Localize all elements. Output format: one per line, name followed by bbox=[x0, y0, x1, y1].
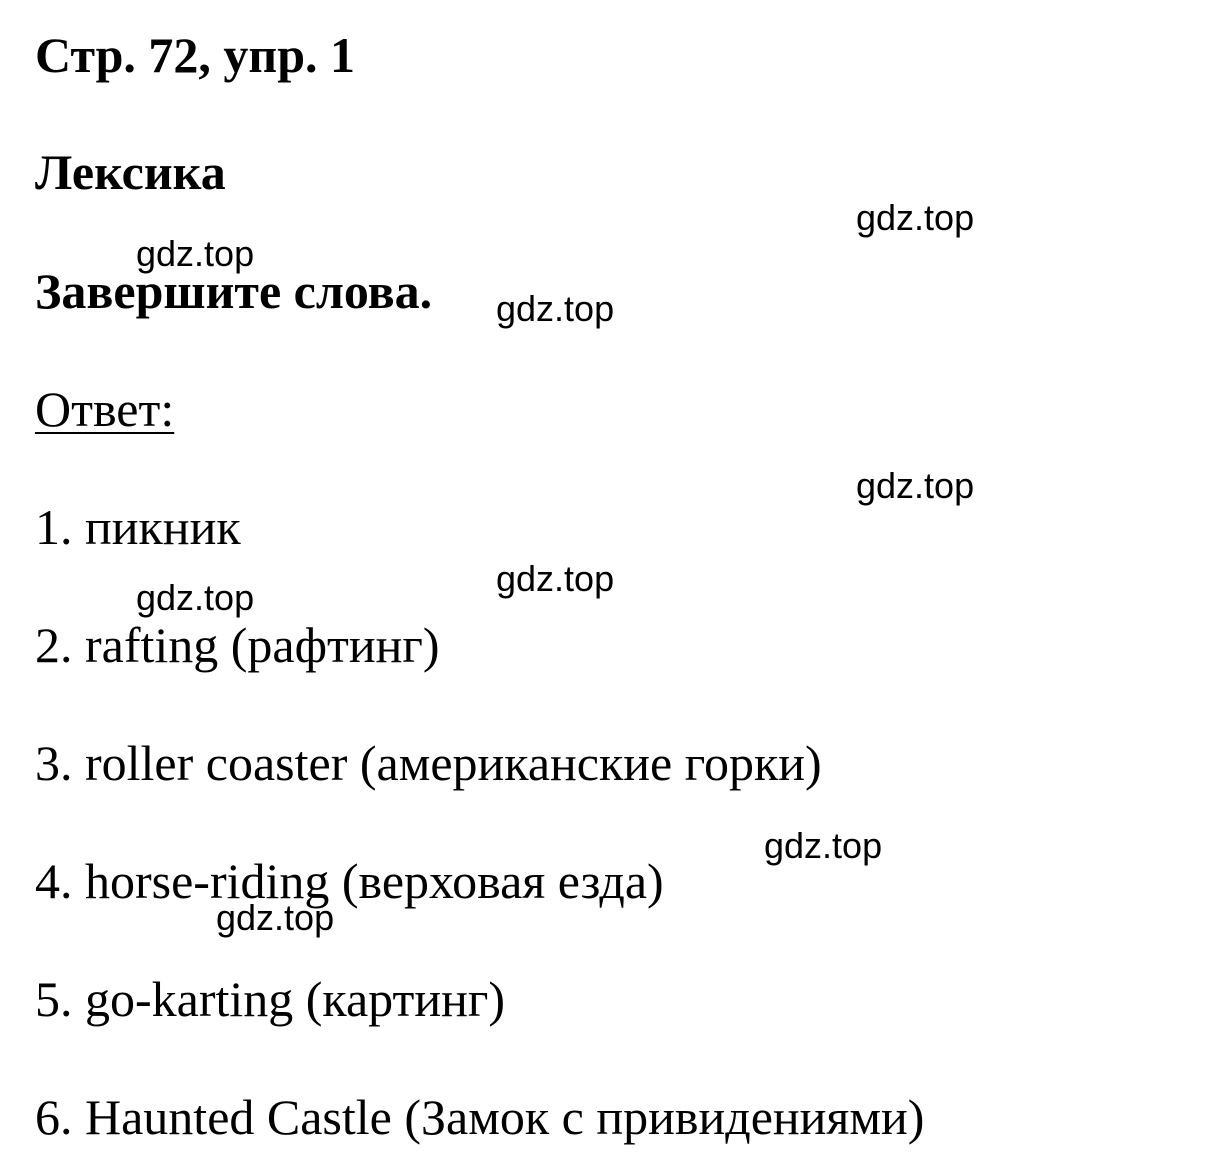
watermark: gdz.top bbox=[496, 558, 615, 599]
answer-item-1: 1. пикник bbox=[35, 499, 241, 555]
answer-item-3: 3. roller coaster (американские горки) bbox=[35, 735, 822, 791]
watermark: gdz.top bbox=[856, 197, 975, 238]
watermark: gdz.top bbox=[764, 825, 883, 866]
answer-item-2: 2. rafting (рафтинг) bbox=[35, 617, 440, 673]
section-heading: Лексика bbox=[35, 144, 226, 200]
watermark: gdz.top bbox=[136, 577, 255, 618]
answer-item-4: 4. horse-riding (верховая езда) bbox=[35, 853, 664, 909]
answer-item-5: 5. go-karting (картинг) bbox=[35, 971, 506, 1027]
watermark: gdz.top bbox=[496, 288, 615, 329]
answer-label: Ответ: bbox=[35, 381, 175, 437]
watermark: gdz.top bbox=[216, 897, 335, 938]
watermark: gdz.top bbox=[136, 233, 255, 274]
page-title: Стр. 72, упр. 1 bbox=[35, 27, 356, 83]
answer-item-6: 6. Haunted Castle (Замок с привидениями) bbox=[35, 1089, 925, 1145]
task-instruction: Завершите слова. bbox=[35, 263, 433, 319]
watermark: gdz.top bbox=[856, 465, 975, 506]
